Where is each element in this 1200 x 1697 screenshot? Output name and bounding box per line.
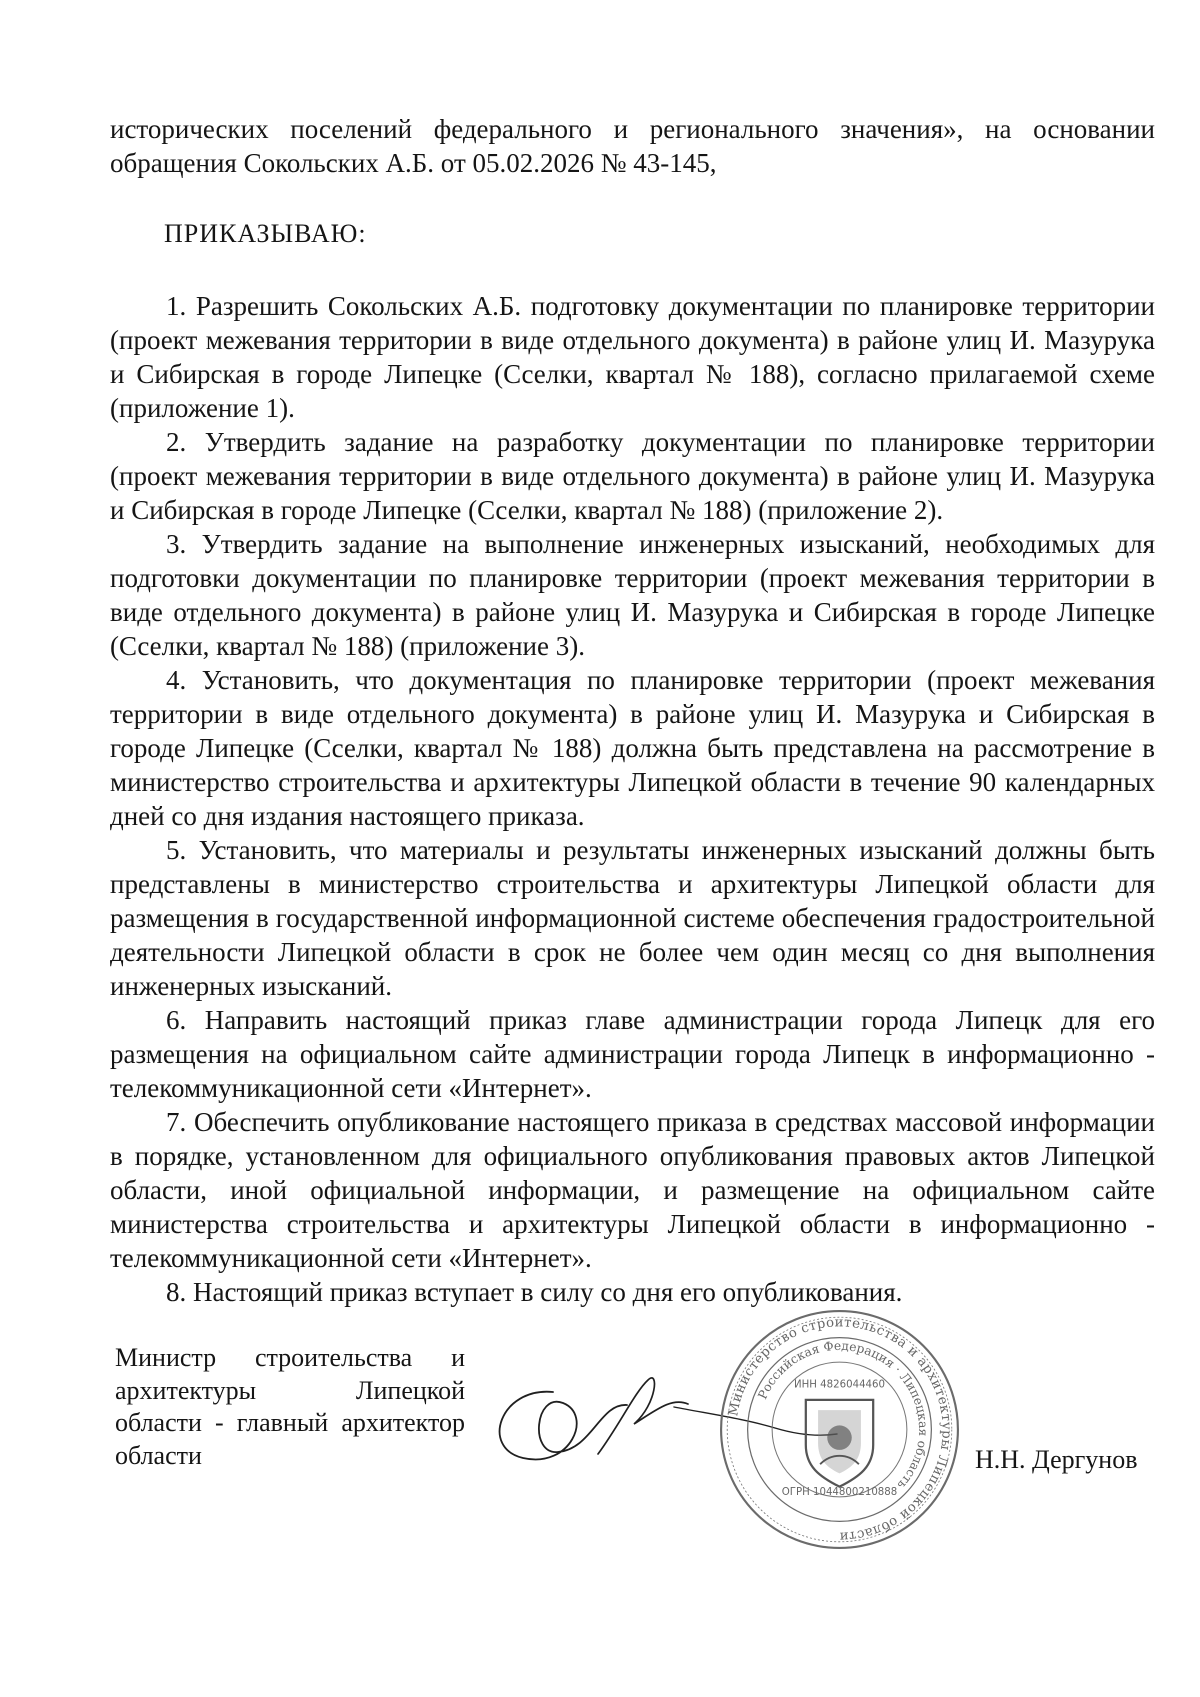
seal-inn-text: ИНН 4826044460 <box>794 1379 885 1391</box>
order-point: 8. Настоящий приказ вступает в силу со дня его опубликования. <box>166 1277 903 1308</box>
order-point: 7. Обеспечить опубликование настоящего приказа в средствах массовой информации в порядке, установленном для официального опубликования правовых актов Липецкой области, иной официальной информации, и размещение на официальном сайте министерства строительства и архитектуры Липецкой области в информационно - телекоммуникационной сети «Интернет». <box>110 1107 1155 1274</box>
order-point: 5. Установить, что материалы и результаты инженерных изысканий должны быть представлены в министерство строительства и архитектуры Липецкой области для размещения в государственной информационной системе обеспечения градостроительной деятельности Липецкой области в срок не более чем один месяц со дня выполнения инженерных изысканий. <box>110 835 1155 1002</box>
order-point: 1. Разрешить Сокольских А.Б. подготовку документации по планировке территории (проект межевания территории в виде отдельного документа) в районе улиц И. Мазурука и Сибирская в городе Липецке (Сселки, квартал № 188), согласно прилагаемой схеме (приложение 1). <box>110 290 1155 423</box>
official-seal <box>717 1307 962 1552</box>
intro-paragraph: исторических поселений федерального и регионального значения», на основании обращения Сокольских А.Б. от 05.02.2026 № 43-145, <box>110 114 1155 179</box>
coat-of-arms-icon <box>806 1400 873 1487</box>
svg-text:Министерство строительства и а: Министерство строительства и архитектуры Липецкой области <box>726 1315 954 1544</box>
order-point: 4. Установить, что документация по планировке территории (проект межевания территории в виде отдельного документа) в районе улиц И. Мазурука и Сибирская в городе Липецке (Сселки, квартал № 188) должна быть представлена на рассмотрение в министерство строительства и архитектуры Липецкой области в течение 90 календарных дней со дня издания настоящего приказа. <box>110 664 1155 832</box>
order-point: 3. Утвердить задание на выполнение инженерных изысканий, необходимых для подготовки документации по планировке территории (проект межевания территории в виде отдельного документа) в районе улиц И. Мазурука и Сибирская в городе Липецке (Сселки, квартал № 188) (приложение 3). <box>110 528 1155 661</box>
order-point: 6. Направить настоящий приказ главе администрации города Липецк для его размещения на официальном сайте администрации города Липецк в информационно - телекоммуникационной сети «Интернет». <box>110 1005 1155 1104</box>
svg-text:Российская Федерация · Липецка: Российская Федерация · Липецкая область <box>755 1338 931 1493</box>
signatory-name: Н.Н. Дергунов <box>975 1445 1138 1474</box>
order-heading: ПРИКАЗЫВАЮ: <box>164 219 367 249</box>
minister-title: Министр строительства и архитектуры Липецкой области - главный архитектор области <box>115 1343 465 1470</box>
document-body <box>110 112 1155 1309</box>
order-point: 2. Утвердить задание на разработку документации по планировке территории (проект межевания территории в виде отдельного документа) в районе улиц И. Мазурука и Сибирская в городе Липецке (Сселки, квартал № 188) (приложение 2). <box>110 426 1155 525</box>
signature-block <box>115 1315 1165 1582</box>
seal-ogrn-text: ОГРН 1044800210888 <box>781 1486 898 1498</box>
